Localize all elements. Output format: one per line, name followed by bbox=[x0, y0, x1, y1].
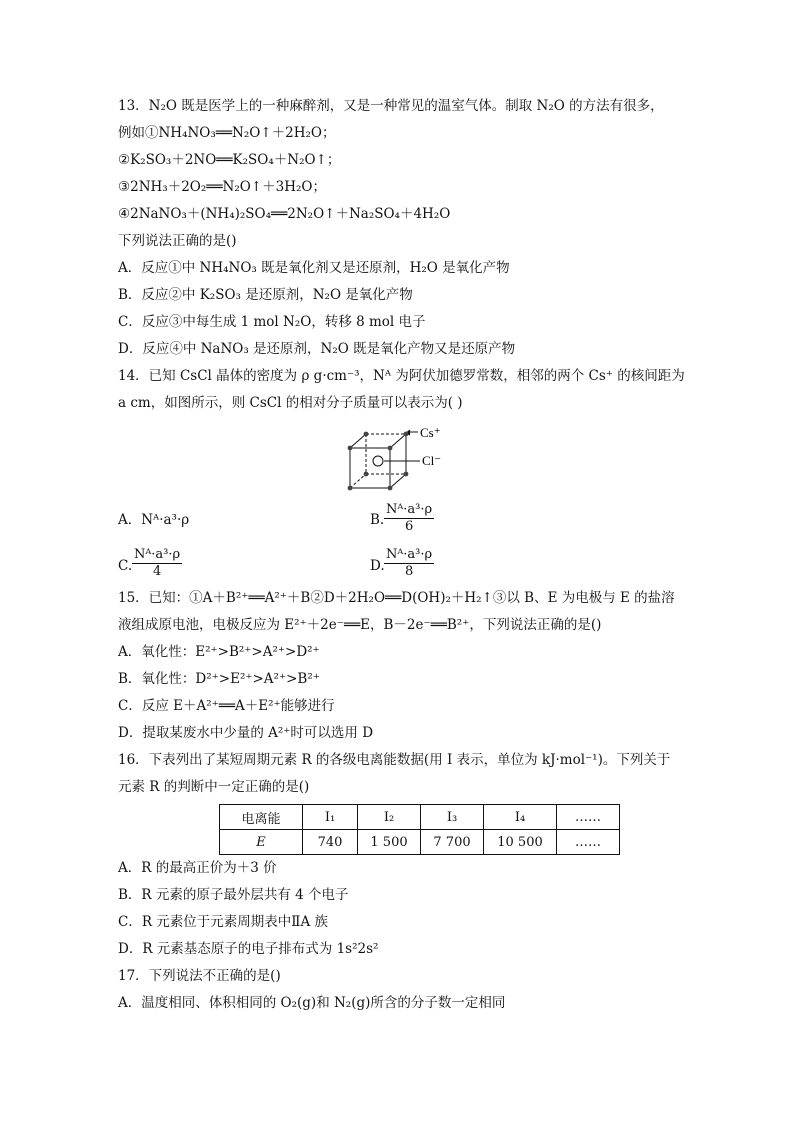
table-cell: 1 500 bbox=[358, 830, 421, 855]
cl-ion-label: Cl⁻ bbox=[422, 453, 442, 468]
table-cell: 740 bbox=[303, 830, 358, 855]
q13-question: 下列说法正确的是() bbox=[118, 233, 237, 249]
ionization-energy-table bbox=[219, 804, 620, 855]
table-header-row bbox=[220, 805, 620, 830]
q16-option-d: D．R 元素基态原子的电子排布式为 1s²2s² bbox=[118, 941, 379, 957]
q16-stem-line2: 元素 R 的判断中一定正确的是() bbox=[118, 779, 310, 795]
q14-option-c-numerator: Nᴬ·a³·ρ bbox=[134, 547, 181, 562]
q13-option-c: C．反应③中每生成 1 mol N₂O，转移 8 mol 电子 bbox=[118, 314, 426, 330]
q14-option-d-prefix: D. bbox=[370, 558, 385, 574]
q13-option-b: B．反应②中 K₂SO₃ 是还原剂，N₂O 是氧化产物 bbox=[118, 287, 413, 303]
q13-option-d: D．反应④中 NaNO₃ 是还原剂，N₂O 既是氧化产物又是还原产物 bbox=[118, 341, 516, 357]
q14-option-c-fraction bbox=[132, 547, 182, 580]
q15-stem-line2: 液组成原电池，电极反应为 E²⁺＋2e⁻══E，B－2e⁻══B²⁺，下列说法正确的是() bbox=[118, 617, 602, 633]
q14-stem-line1: 14．已知 CsCl 晶体的密度为 ρ g·cm⁻³，Nᴬ 为阿伏加德罗常数，相邻的两个 Cs⁺ 的核间距为 bbox=[118, 368, 685, 384]
table-header-cell: 电离能 bbox=[220, 805, 303, 830]
q14-option-c-prefix: C. bbox=[118, 558, 133, 574]
q15-option-c: C．反应 E＋A²⁺══A＋E²⁺能够进行 bbox=[118, 698, 335, 714]
q14-option-b-numerator: Nᴬ·a³·ρ bbox=[386, 502, 433, 517]
q13-equation-4: ④2NaNO₃＋(NH₄)₂SO₄══2N₂O↑＋Na₂SO₄＋4H₂O bbox=[118, 206, 451, 222]
table-header-cell: …… bbox=[557, 805, 620, 830]
q15-option-b: B．氧化性：D²⁺>E²⁺>A²⁺>B²⁺ bbox=[118, 671, 320, 687]
q14-option-b-fraction bbox=[384, 502, 434, 535]
table-cell: E bbox=[220, 830, 303, 855]
table-header-cell: I₄ bbox=[484, 805, 557, 830]
q15-option-a: A．氧化性：E²⁺>B²⁺>A²⁺>D²⁺ bbox=[118, 644, 320, 660]
q13-option-a: A．反应①中 NH₄NO₃ 既是氧化剂又是还原剂，H₂O 是氧化产物 bbox=[118, 260, 510, 276]
q14-option-c-denominator: 4 bbox=[152, 564, 162, 579]
q14-stem-line2: a cm，如图所示，则 CsCl 的相对分子质量可以表示为( ) bbox=[118, 395, 463, 411]
table-header-cell: I₁ bbox=[303, 805, 358, 830]
q17-option-a: A．温度相同、体积相同的 O₂(g)和 N₂(g)所含的分子数一定相同 bbox=[118, 995, 506, 1011]
q16-stem-line1: 16．下表列出了某短周期元素 R 的各级电离能数据(用 I 表示，单位为 kJ·mol⁻¹)。下列关于 bbox=[118, 752, 671, 768]
q16-option-b: B．R 元素的原子最外层共有 4 个电子 bbox=[118, 887, 349, 903]
q14-option-d-denominator: 8 bbox=[404, 564, 414, 579]
q13-equation-2: ②K₂SO₃＋2NO══K₂SO₄＋N₂O↑； bbox=[118, 152, 341, 168]
q16-option-a: A．R 的最高正价为＋3 价 bbox=[118, 860, 277, 876]
q14-option-a: A．Nᴬ·a³·ρ bbox=[118, 512, 190, 528]
table-row bbox=[220, 830, 620, 855]
q13-stem-line1: 13．N₂O 既是医学上的一种麻醉剂，又是一种常见的温室气体。制取 N₂O 的方法有很多， bbox=[118, 98, 664, 114]
q13-stem-line2: 例如①NH₄NO₃══N₂O↑＋2H₂O； bbox=[118, 125, 336, 141]
cscl-unit-cell-diagram bbox=[340, 424, 460, 500]
table-header-cell: I₃ bbox=[421, 805, 484, 830]
q14-option-d-numerator: Nᴬ·a³·ρ bbox=[386, 547, 433, 562]
q16-option-c: C．R 元素位于元素周期表中ⅡA 族 bbox=[118, 914, 329, 930]
q15-option-d: D．提取某废水中少量的 A²⁺时可以选用 D bbox=[118, 725, 374, 741]
cs-ion-label: Cs⁺ bbox=[420, 425, 441, 440]
table-cell: 10 500 bbox=[484, 830, 557, 855]
q13-equation-3: ③2NH₃＋2O₂══N₂O↑＋3H₂O； bbox=[118, 179, 326, 195]
q15-stem-line1: 15．已知：①A＋B²⁺══A²⁺＋B②D＋2H₂O══D(OH)₂＋H₂↑③以 B、E 为电极与 E 的盐溶 bbox=[118, 590, 675, 606]
q14-option-b-denominator: 6 bbox=[404, 519, 414, 534]
table-cell: 7 700 bbox=[421, 830, 484, 855]
q14-option-b-prefix: B. bbox=[370, 512, 385, 528]
table-header-cell: I₂ bbox=[358, 805, 421, 830]
table-cell: …… bbox=[557, 830, 620, 855]
q14-option-d-fraction bbox=[384, 547, 434, 580]
q17-stem: 17．下列说法不正确的是() bbox=[118, 968, 281, 984]
